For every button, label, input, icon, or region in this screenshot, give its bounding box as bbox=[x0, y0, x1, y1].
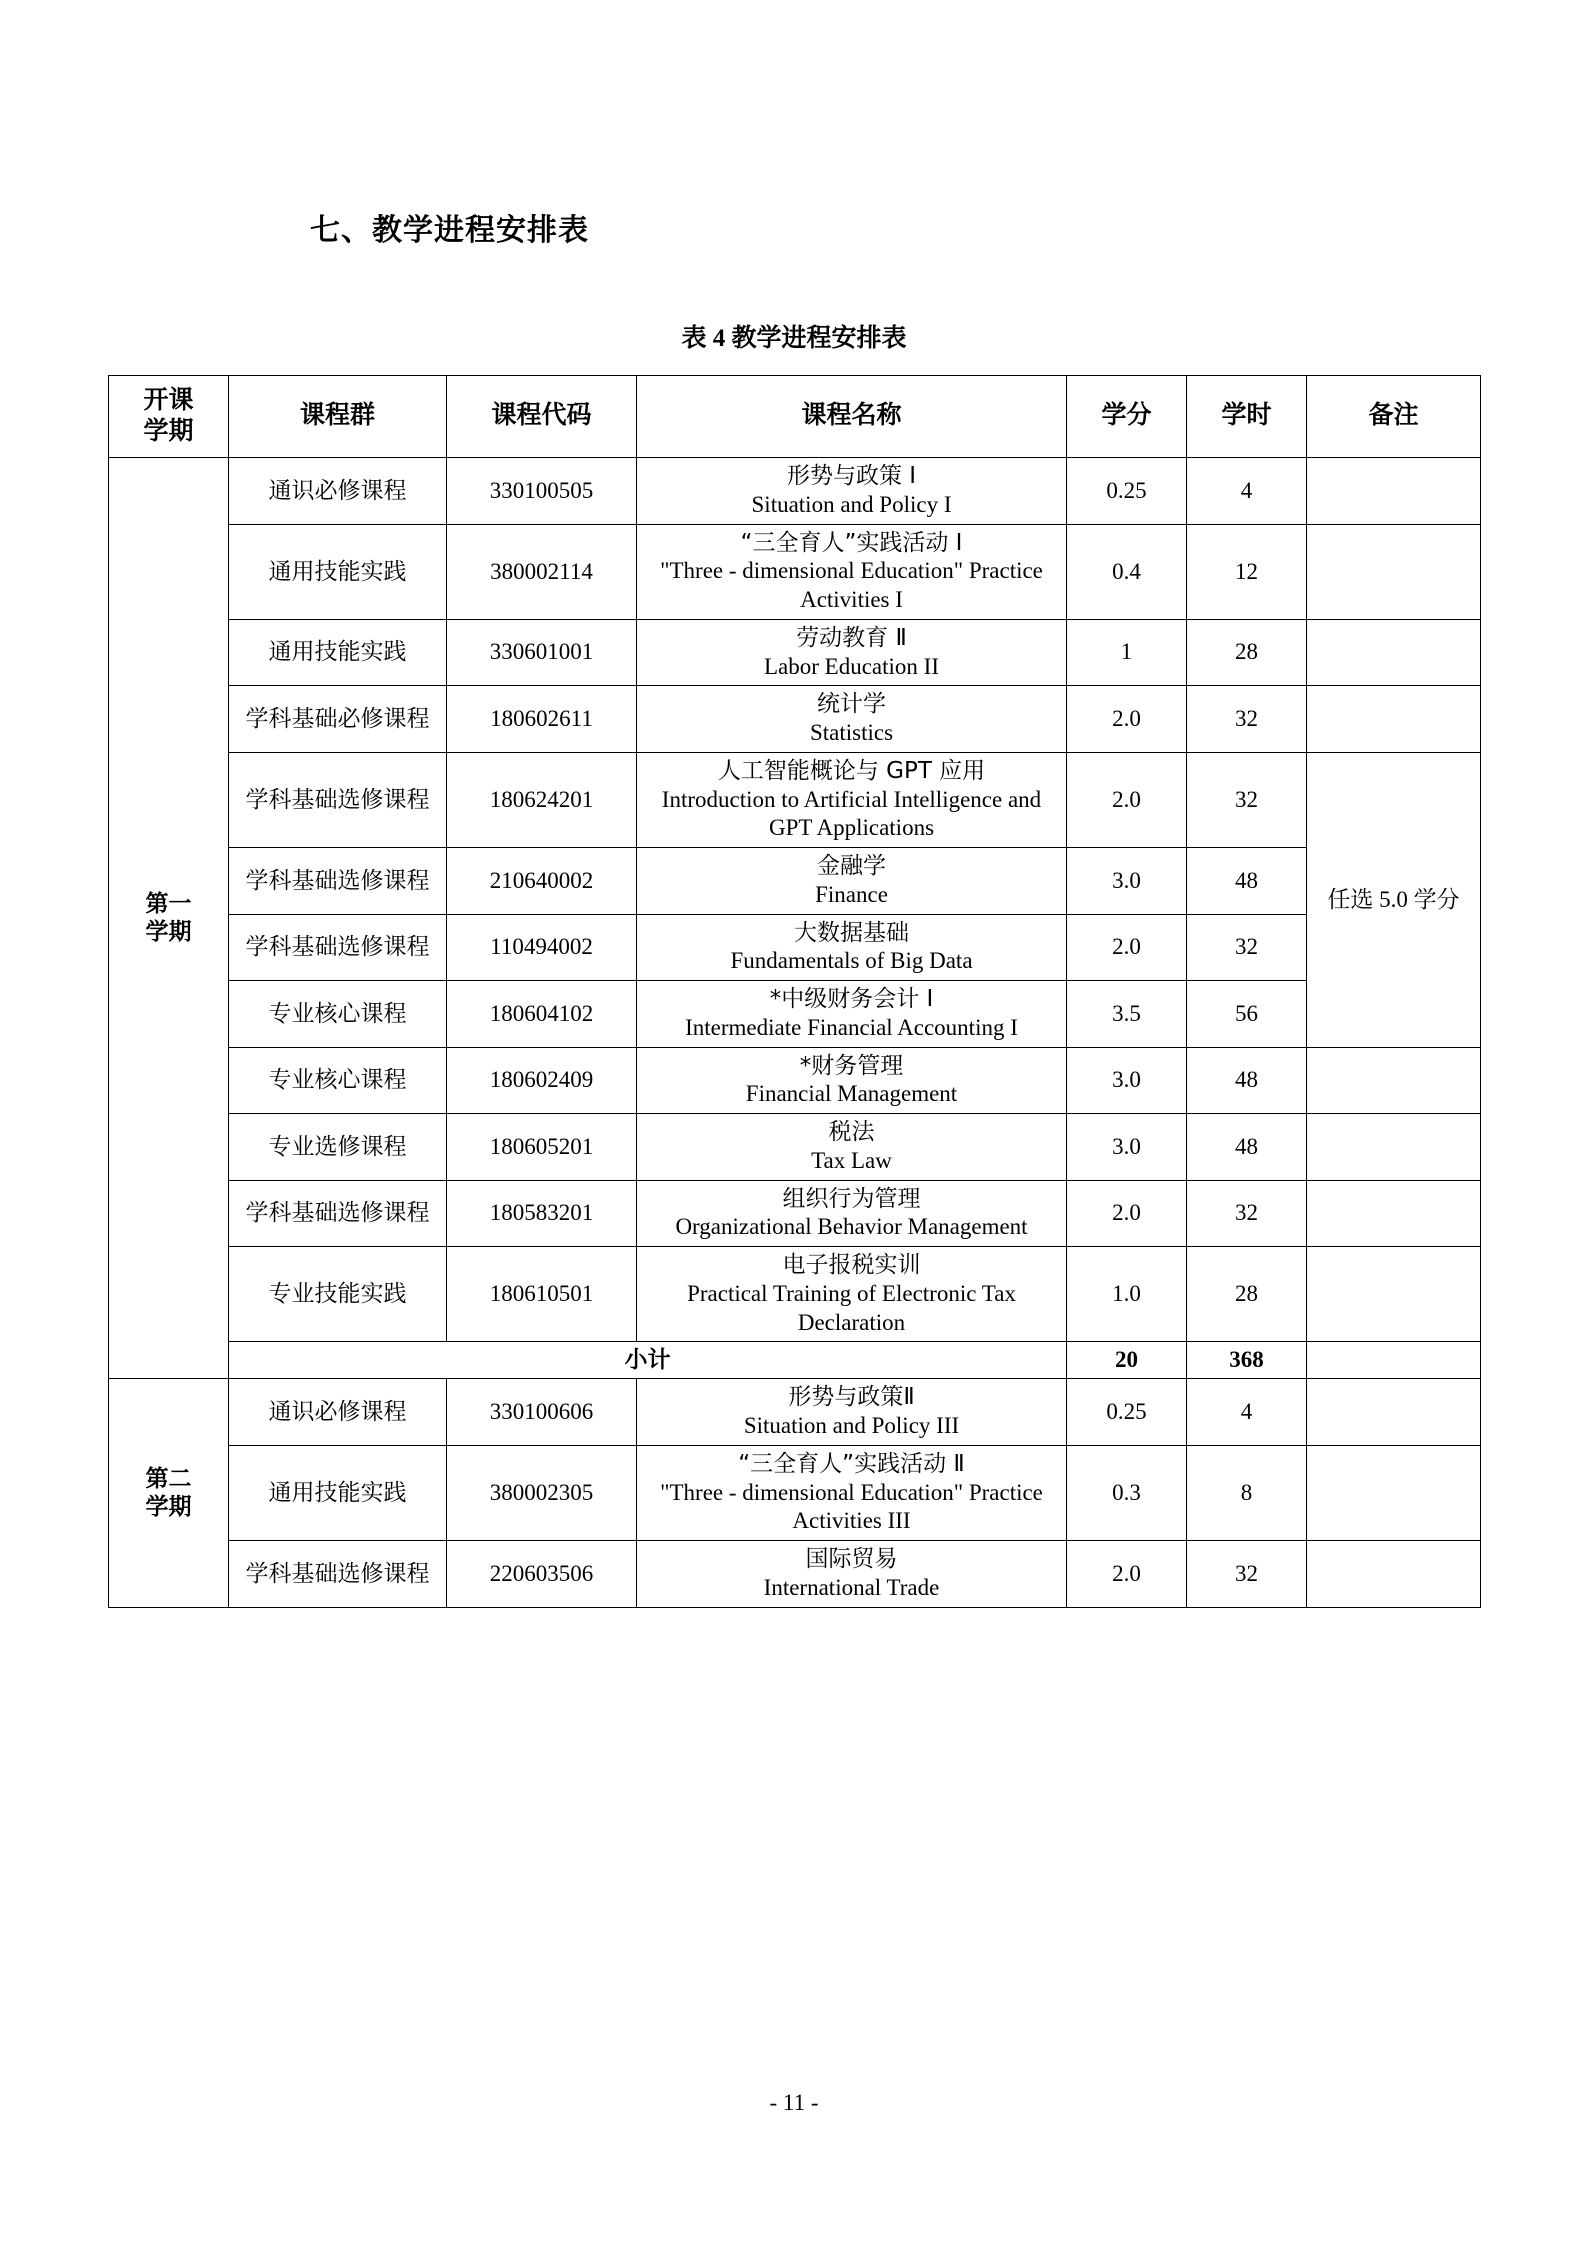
course-group: 学科基础选修课程 bbox=[229, 914, 447, 981]
header-credits: 学分 bbox=[1067, 376, 1187, 458]
course-name-en: Finance bbox=[815, 881, 888, 907]
course-credits: 2.0 bbox=[1067, 914, 1187, 981]
course-name-cn: *中级财务会计 I bbox=[769, 986, 934, 1012]
course-name bbox=[637, 1114, 1067, 1181]
course-remark-elective: 任选 5.0 学分 bbox=[1307, 752, 1481, 1047]
course-name-cn: 税法 bbox=[828, 1119, 875, 1145]
course-group: 专业选修课程 bbox=[229, 1114, 447, 1181]
table-row bbox=[109, 458, 1481, 525]
course-name-en: Tax Law bbox=[811, 1147, 892, 1173]
course-name bbox=[637, 686, 1067, 753]
course-group: 通用技能实践 bbox=[229, 619, 447, 686]
course-code: 180602611 bbox=[447, 686, 637, 753]
table-row bbox=[109, 686, 1481, 753]
course-group: 专业核心课程 bbox=[229, 981, 447, 1048]
course-group: 专业技能实践 bbox=[229, 1247, 447, 1342]
course-code: 380002305 bbox=[447, 1445, 637, 1540]
course-name bbox=[637, 1379, 1067, 1446]
course-credits: 2.0 bbox=[1067, 1180, 1187, 1247]
section-heading: 七、教学进程安排表 bbox=[310, 213, 589, 248]
table-row bbox=[109, 981, 1481, 1048]
header-course-group: 课程群 bbox=[229, 376, 447, 458]
table-row bbox=[109, 914, 1481, 981]
course-name-cn: 国际贸易 bbox=[805, 1546, 898, 1573]
course-credits: 2.0 bbox=[1067, 686, 1187, 753]
course-name bbox=[637, 524, 1067, 619]
course-code: 180583201 bbox=[447, 1180, 637, 1247]
course-code: 180602409 bbox=[447, 1047, 637, 1114]
course-name-en: Organizational Behavior Management bbox=[675, 1214, 1028, 1240]
course-name-cn: 统计学 bbox=[817, 691, 886, 718]
course-remark bbox=[1307, 686, 1481, 753]
course-hours: 32 bbox=[1187, 686, 1307, 753]
course-remark bbox=[1307, 1047, 1481, 1114]
course-hours: 28 bbox=[1187, 1247, 1307, 1342]
header-semester-line1: 开课 bbox=[143, 387, 194, 414]
course-group: 通识必修课程 bbox=[229, 458, 447, 525]
course-remark bbox=[1307, 1445, 1481, 1540]
course-hours: 4 bbox=[1187, 458, 1307, 525]
course-remark bbox=[1307, 1379, 1481, 1446]
course-group: 学科基础选修课程 bbox=[229, 1180, 447, 1247]
course-remark bbox=[1307, 524, 1481, 619]
course-name-en: Intermediate Financial Accounting I bbox=[685, 1014, 1018, 1040]
course-group: 专业核心课程 bbox=[229, 1047, 447, 1114]
course-group: 通识必修课程 bbox=[229, 1379, 447, 1446]
semester-label-line1: 第二 bbox=[145, 1465, 192, 1491]
course-credits: 3.0 bbox=[1067, 1047, 1187, 1114]
course-name-cn: 形势与政策Ⅱ bbox=[788, 1384, 915, 1411]
table-row bbox=[109, 524, 1481, 619]
course-name-cn: 人工智能概论与 GPT 应用 bbox=[717, 757, 986, 784]
header-course-code: 课程代码 bbox=[447, 376, 637, 458]
course-name-en: Financial Management bbox=[745, 1081, 958, 1107]
course-group: 学科基础必修课程 bbox=[229, 686, 447, 753]
semester-label-line1: 第一 bbox=[145, 891, 192, 917]
schedule-table-wrapper bbox=[108, 375, 1480, 1608]
course-name-en: Introduction to Artificial Intelligence and GPT Applications bbox=[661, 786, 1042, 841]
semester-label-line2: 学期 bbox=[145, 919, 192, 945]
course-code: 180605201 bbox=[447, 1114, 637, 1181]
course-hours: 48 bbox=[1187, 1047, 1307, 1114]
course-credits: 3.0 bbox=[1067, 1114, 1187, 1181]
course-name bbox=[637, 1247, 1067, 1342]
course-name bbox=[637, 1047, 1067, 1114]
course-group: 通用技能实践 bbox=[229, 1445, 447, 1540]
page-number: - 11 - bbox=[769, 2090, 819, 2115]
course-code: 180624201 bbox=[447, 752, 637, 847]
course-name bbox=[637, 848, 1067, 915]
subtotal-row bbox=[109, 1342, 1481, 1379]
course-name-en: "Three - dimensional Education" Practice Activities I bbox=[660, 558, 1043, 612]
course-group: 学科基础选修课程 bbox=[229, 752, 447, 847]
course-code: 210640002 bbox=[447, 848, 637, 915]
course-name bbox=[637, 458, 1067, 525]
course-hours: 28 bbox=[1187, 619, 1307, 686]
course-name-en: Fundamentals of Big Data bbox=[730, 948, 973, 974]
table-row bbox=[109, 752, 1481, 847]
table-row bbox=[109, 1247, 1481, 1342]
semester-label-line2: 学期 bbox=[145, 1493, 192, 1519]
subtotal-credits: 20 bbox=[1067, 1342, 1187, 1379]
course-remark bbox=[1307, 1541, 1481, 1608]
course-name-en: Statistics bbox=[809, 720, 894, 745]
subtotal-hours: 368 bbox=[1187, 1342, 1307, 1379]
course-hours: 32 bbox=[1187, 1180, 1307, 1247]
semester-label-cell bbox=[109, 1379, 229, 1607]
course-hours: 4 bbox=[1187, 1379, 1307, 1446]
course-code: 330100606 bbox=[447, 1379, 637, 1446]
header-semester bbox=[109, 376, 229, 458]
course-name-en: Labor Education II bbox=[764, 653, 939, 679]
course-name-cn: *财务管理 bbox=[799, 1052, 904, 1079]
course-remark bbox=[1307, 1114, 1481, 1181]
table-row bbox=[109, 1180, 1481, 1247]
course-credits: 3.5 bbox=[1067, 981, 1187, 1048]
course-name-cn: 金融学 bbox=[817, 853, 886, 879]
course-hours: 32 bbox=[1187, 1541, 1307, 1608]
table-row bbox=[109, 619, 1481, 686]
course-code: 380002114 bbox=[447, 524, 637, 619]
table-caption: 表 4 教学进程安排表 bbox=[681, 325, 907, 352]
course-name-cn: 组织行为管理 bbox=[782, 1185, 921, 1212]
course-remark bbox=[1307, 1247, 1481, 1342]
header-course-name: 课程名称 bbox=[637, 376, 1067, 458]
course-hours: 8 bbox=[1187, 1445, 1307, 1540]
course-code: 110494002 bbox=[447, 914, 637, 981]
table-row bbox=[109, 1445, 1481, 1540]
semester-label-cell bbox=[109, 458, 229, 1379]
course-name-cn: “三全育人”实践活动 Ⅱ bbox=[738, 1450, 965, 1477]
course-name bbox=[637, 752, 1067, 847]
course-code: 180604102 bbox=[447, 981, 637, 1048]
subtotal-label: 小计 bbox=[229, 1342, 1067, 1379]
course-name bbox=[637, 1445, 1067, 1540]
course-credits: 2.0 bbox=[1067, 1541, 1187, 1608]
course-code: 220603506 bbox=[447, 1541, 637, 1608]
course-credits: 0.25 bbox=[1067, 458, 1187, 525]
course-name bbox=[637, 914, 1067, 981]
course-name-en: International Trade bbox=[763, 1574, 940, 1600]
course-name-en: Practical Training of Electronic Tax Declaration bbox=[687, 1280, 1016, 1335]
table-row bbox=[109, 1114, 1481, 1181]
course-group: 通用技能实践 bbox=[229, 524, 447, 619]
course-name bbox=[637, 981, 1067, 1048]
table-row bbox=[109, 1541, 1481, 1608]
course-credits: 3.0 bbox=[1067, 848, 1187, 915]
course-code: 330601001 bbox=[447, 619, 637, 686]
course-code: 180610501 bbox=[447, 1247, 637, 1342]
course-hours: 48 bbox=[1187, 848, 1307, 915]
course-group: 学科基础选修课程 bbox=[229, 848, 447, 915]
header-semester-line2: 学期 bbox=[143, 417, 194, 445]
header-remark: 备注 bbox=[1307, 376, 1481, 458]
course-remark bbox=[1307, 1180, 1481, 1247]
course-credits: 1 bbox=[1067, 619, 1187, 686]
course-name-cn: 形势与政策 Ⅰ bbox=[786, 463, 917, 489]
table-row bbox=[109, 1379, 1481, 1446]
course-credits: 2.0 bbox=[1067, 752, 1187, 847]
table-row bbox=[109, 848, 1481, 915]
course-name bbox=[637, 619, 1067, 686]
course-hours: 32 bbox=[1187, 752, 1307, 847]
course-name-cn: 电子报税实训 bbox=[782, 1252, 921, 1278]
course-name-cn: “三全育人”实践活动 Ⅰ bbox=[740, 529, 963, 556]
course-name-en: "Three - dimensional Education" Practice Activities III bbox=[660, 1479, 1043, 1534]
course-hours: 12 bbox=[1187, 524, 1307, 619]
subtotal-remark bbox=[1307, 1342, 1481, 1379]
teaching-schedule-table bbox=[108, 375, 1481, 1608]
course-credits: 0.25 bbox=[1067, 1379, 1187, 1446]
course-name-cn: 劳动教育 Ⅱ bbox=[796, 624, 907, 651]
course-group: 学科基础选修课程 bbox=[229, 1541, 447, 1608]
course-name-en: Situation and Policy I bbox=[751, 491, 952, 517]
course-name bbox=[637, 1541, 1067, 1608]
course-name-en: Situation and Policy III bbox=[743, 1413, 960, 1439]
course-name-cn: 大数据基础 bbox=[794, 919, 909, 946]
table-header-row bbox=[109, 376, 1481, 458]
header-hours: 学时 bbox=[1187, 376, 1307, 458]
table-row bbox=[109, 1047, 1481, 1114]
course-remark bbox=[1307, 458, 1481, 525]
course-hours: 32 bbox=[1187, 914, 1307, 981]
course-credits: 0.3 bbox=[1067, 1445, 1187, 1540]
course-credits: 0.4 bbox=[1067, 524, 1187, 619]
course-name bbox=[637, 1180, 1067, 1247]
course-hours: 48 bbox=[1187, 1114, 1307, 1181]
course-code: 330100505 bbox=[447, 458, 637, 525]
course-hours: 56 bbox=[1187, 981, 1307, 1048]
course-credits: 1.0 bbox=[1067, 1247, 1187, 1342]
course-remark bbox=[1307, 619, 1481, 686]
